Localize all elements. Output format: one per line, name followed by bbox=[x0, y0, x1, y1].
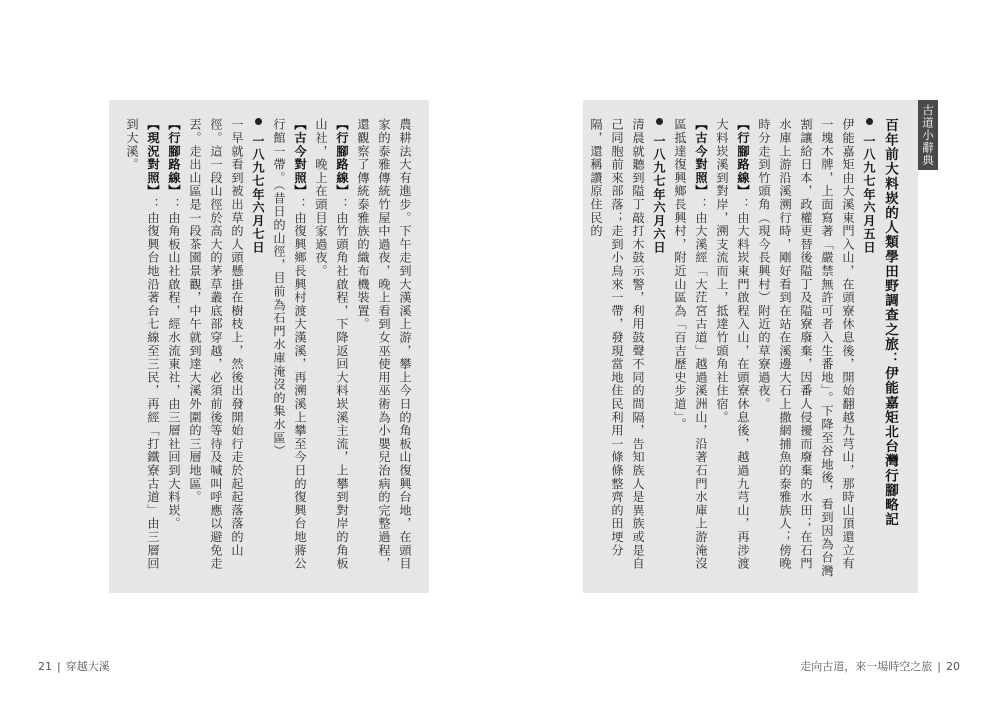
left-compare-2 bbox=[121, 118, 163, 583]
right-date-2 bbox=[648, 118, 669, 583]
right-page-panel bbox=[583, 100, 918, 593]
compare-text: ：由大溪經「大茳宮古道」越過溪洲山，沿著石門水庫上游淹沒區抵達復興鄉長興村，附近山區為「百吉歷史步道」。 bbox=[673, 118, 708, 571]
left-route-2 bbox=[163, 118, 184, 583]
right-page-number: 20 bbox=[946, 660, 960, 673]
right-para-1: 伊能嘉矩由大溪東門入山，在頭寮休息後，開始翻越九芎山，那時山頂還立有一塊木牌，上面寫著「嚴禁無許可者入生番地」。下降至谷地後，看到因為台灣割讓給日本，政權更替後隘丁及隘寮廢棄，因番人侵擾而廢棄的水田；在石門水庫上游沿溪溯行時，剛好看到在站在溪邊大石上撒網捕魚的泰雅族人；傍晚時分走到竹頭角（現今長興村）附近的草寮過夜。 bbox=[757, 118, 855, 578]
compare-label: 【古今對照】 bbox=[293, 118, 307, 198]
date-text: 一八九七年六月五日 bbox=[862, 134, 876, 255]
footer-separator: | bbox=[57, 660, 61, 673]
bullet-dot-icon bbox=[255, 118, 262, 125]
left-para-1: 農耕法大有進步。下午走到大漢溪上游，攀上今日的角板山復興台地，在頭目家的泰雅傳統竹屋中過夜，晚上看到女巫使用巫術為小嬰兒治病的完整過程，還觀察了傳統泰雅族的織布機裝置。 bbox=[356, 118, 412, 571]
right-page-text bbox=[589, 118, 900, 583]
route-text: ：由竹頭角社啟程，下降返回大料崁溪主流，上攀到對岸的角板山社，晚上在頭目家過夜。 bbox=[314, 118, 349, 571]
right-compare-1 bbox=[669, 118, 711, 583]
compare-label: 【古今對照】 bbox=[694, 118, 708, 198]
section-title: 百年前大料崁的人類學田野調查之旅：伊能嘉矩北台灣行腳略記 bbox=[882, 118, 898, 527]
left-book-title: 穿越大溪 bbox=[65, 660, 110, 673]
date-text: 一八九七年六月六日 bbox=[652, 134, 666, 255]
left-page-number: 21 bbox=[38, 660, 52, 673]
footer-separator: | bbox=[937, 660, 941, 673]
route-label: 【行腳路線】 bbox=[335, 118, 349, 198]
route-label: 【行腳路線】 bbox=[167, 118, 181, 198]
left-page-text bbox=[117, 118, 415, 583]
glossary-tab: 古道小辭典 bbox=[918, 100, 938, 170]
left-para-2: 一早就看到被出草的人頭懸掛在樹枝上，然後出發開始行走於起起落落的山徑。這一段山徑於高大的茅草叢底部穿越，必須前後等待及喊叫呼應以避免走丟。走出山區是一段茶園景觀，中午就到達大溪外圍的三層地區。 bbox=[188, 118, 244, 571]
left-date-1 bbox=[247, 118, 268, 583]
bullet-dot-icon bbox=[866, 118, 873, 125]
left-footer bbox=[38, 658, 110, 674]
route-text: ：由大料崁東門啟程入山，在頭寮休息後，越過九芎山，再涉渡大料崁溪到對岸，溯支流而上，抵達竹頭角社住宿。 bbox=[715, 118, 750, 571]
right-para-2: 清晨就聽到隘丁敲打木鼓示警，利用鼓聲不同的間隔，告知族人是異族或是自己同胞前來部落；走到小烏來一帶，發現當地住民利用一條條整齊的田埂分隔，還稱讚原住民的 bbox=[589, 118, 645, 571]
compare-text: ：由復興鄉長興村渡大漢溪，再溯溪上攀至今日的復興台地蔣公行館一帶。（昔日的山徑，目前為石門水庫淹沒的集水區） bbox=[272, 118, 307, 571]
right-date-1 bbox=[858, 118, 879, 583]
right-route-1 bbox=[711, 118, 753, 583]
right-footer bbox=[800, 658, 960, 674]
right-section-title: 走向古道，來一場時空之旅 bbox=[800, 660, 933, 673]
date-text: 一八九七年六月七日 bbox=[251, 134, 265, 255]
bullet-dot-icon bbox=[656, 118, 663, 125]
left-route-1 bbox=[310, 118, 352, 583]
left-compare-1 bbox=[268, 118, 310, 583]
compare-text: ：由復興台地沿著台七線至三民，再經「打鐵寮古道」由三層回到大溪。 bbox=[125, 118, 160, 571]
left-page-panel bbox=[109, 100, 429, 593]
route-label: 【行腳路線】 bbox=[736, 118, 750, 198]
compare-label: 【現況對照】 bbox=[146, 118, 160, 198]
route-text: ：由角板山社啟程，經水流東社，由三層社回到大料崁。 bbox=[167, 197, 181, 531]
